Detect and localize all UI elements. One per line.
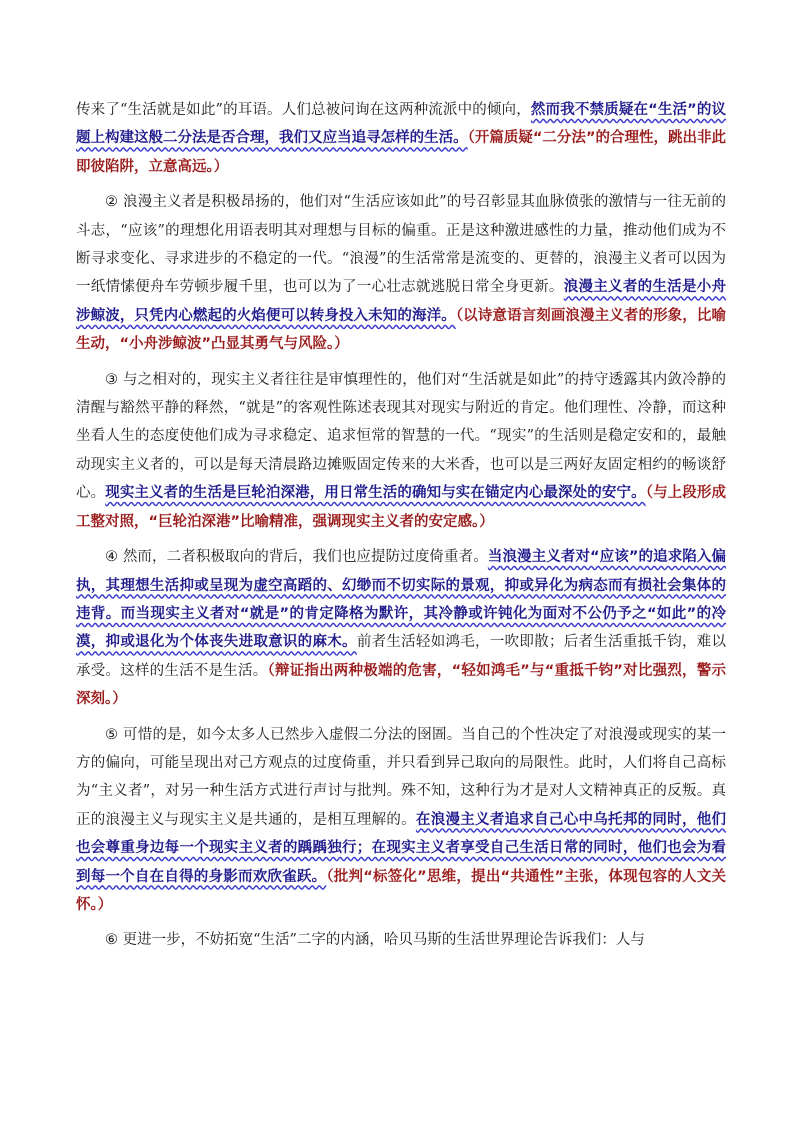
paragraph-1 (76, 96, 726, 181)
paragraph-6-number: ⑥ (105, 932, 118, 949)
paragraph-3-text: 与之相对的，现实主义者往往是审慎理性的，他们对“生活就是如此”的持守透露其内敛冷静的清醒与豁然平静的释然，“就是”的客观性陈述表现其对现实与附近的肯定。他们理性、冷静，而这种坐看人生的态度使他们成为寻求稳定、追求恒常的智慧的一代。“现实”的生活则是稳定安和的，最触动现实主义者的，可以是每天清晨路边摊贩固定传来的大米香，也可以是三两好友固定相约的畅谈舒心。 (76, 371, 726, 502)
paragraph-6 (76, 926, 726, 954)
paragraph-3 (76, 366, 726, 536)
paragraph-2-highlight: 浪漫主义者的生活是小舟涉鲸波，只凭内心燃起的火焰便可以转身投入未知的海洋。 (76, 279, 727, 324)
paragraph-4-number: ④ (105, 549, 119, 566)
paragraph-3-annotation: （与上段形成工整对照，“巨轮泊深港”比喻精准，强调现实主义者的安定感。） (76, 485, 727, 530)
paragraph-3-highlight: 现实主义者的生活是巨轮泊深港，用日常生活的确知与实在锚定内心最深处的安宁。 (105, 485, 646, 502)
paragraph-1-annotation: （开篇质疑“二分法”的合理性，跳出非此即彼陷阱，立意高远。） (76, 130, 727, 175)
paragraph-4-text-continued: 前者生活轻如鸿毛，一吹即散；后者生活重抵千钧，难以承受。这样的生活不是生活。 (76, 634, 727, 679)
paragraph-2 (76, 188, 726, 358)
paragraph-4-text: 然而，二者积极取向的背后，我们也应提防过度倚重者。 (118, 549, 488, 566)
paragraph-1-highlight: 然而我不禁质疑在“生活”的议题上构建这般二分法是否合理，我们又应当追寻怎样的生活。 (76, 102, 727, 147)
paragraph-4-annotation: （辩证指出两种极端的危害，“轻如鸿毛”与“重抵千钧”对比强烈，警示深刻。） (76, 662, 727, 708)
paragraph-3-number: ③ (105, 371, 119, 388)
paragraph-5-text: 可惜的是，如今太多人已然步入虚假二分法的囹圄。当自己的个性决定了对浪漫或现实的某一方的偏向，可能呈现出对己方观点的过度倚重，并只看到异己取向的局限性。此时，人们将自己高标为“主义者”，对另一种生活方式进行声讨与批判。殊不知，这种行为才是对人文精神真正的反叛。真正的浪漫主义与现实主义是共通的，是相互理解的。 (76, 726, 727, 828)
paragraph-2-annotation: （以诗意语言刻画浪漫主义者的形象，比喻生动，“小舟涉鲸波”凸显其勇气与风险。） (76, 307, 727, 353)
paragraph-2-text: 浪漫主义者是积极昂扬的，他们对“生活应该如此”的号召彰显其血脉偾张的激情与一往无前的斗志，“应该”的理想化用语表明其对理想与目标的偏重。正是这种激进感性的力量，推动他们成为不断寻求变化、寻求进步的不稳定的一代。“浪漫”的生活常常是流变的、更替的，浪漫主义者可以因为一纸情愫便舟车劳顿步履千里，也可以为了一心壮志就逃脱日常全身更新。 (76, 194, 726, 296)
paragraph-5 (76, 721, 726, 920)
paragraph-5-highlight: 在浪漫主义者追求自己心中乌托邦的同时，他们也会尊重身边每一个现实主义者的踽踽独行；在现实主义者享受自己生活日常的同时，他们也会为看到每一个自在自得的身影而欢欣雀跃。 (76, 811, 727, 885)
paragraph-1-text: 传来了“生活就是如此”的耳语。人们总被问询在这两种流派中的倾向， (76, 102, 531, 118)
paragraph-5-annotation: （批判“标签化”思维，提出“共通性”主张，体现包容的人文关怀。） (76, 868, 726, 913)
paragraph-4-highlight: 当浪漫主义者对“应该”的追求陷入偏执，其理想生活抑或呈现为虚空高蹈的、幻缈而不切实际的景观，抑或异化为病态而有损社会集体的违背。而当现实主义者对“就是”的肯定降格为默许，其冷静或许钝化为面对不公仍予之“如此”的冷漠，抑或退化为个体丧失进取意识的麻木。 (76, 549, 727, 651)
paragraph-5-number: ⑤ (105, 726, 119, 743)
paragraph-4 (76, 543, 726, 713)
paragraph-6-text: 更进一步，不妨拓宽“生活”二字的内涵，哈贝马斯的生活世界理论告诉我们：人与 (118, 932, 645, 949)
paragraph-2-number: ② (105, 194, 119, 211)
document-page (76, 96, 726, 962)
